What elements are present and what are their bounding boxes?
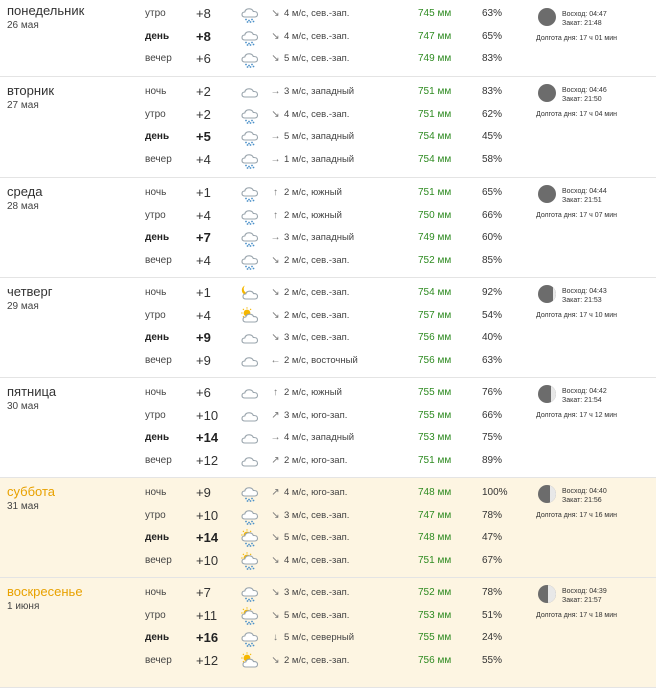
sunrise-time: Восход: 04:39 bbox=[562, 588, 607, 595]
day-date: 31 мая bbox=[7, 501, 39, 512]
forecast-row bbox=[0, 627, 656, 649]
sunrise-time: Восход: 04:42 bbox=[562, 388, 607, 395]
wind-info bbox=[270, 527, 349, 549]
period-label: утро bbox=[145, 509, 166, 521]
cloud-icon bbox=[240, 452, 260, 470]
forecast-row bbox=[0, 327, 656, 349]
forecast-row bbox=[0, 126, 656, 148]
day-length: Долгота дня: 17 ч 10 мин bbox=[536, 312, 618, 319]
sunset-time: Закат: 21:54 bbox=[562, 397, 602, 404]
humidity-value: 75% bbox=[482, 432, 503, 443]
wind-direction-icon: → bbox=[270, 432, 281, 443]
wind-info bbox=[270, 126, 354, 148]
wind-text: 4 м/с, западный bbox=[284, 432, 355, 443]
temperature: +11 bbox=[196, 607, 218, 623]
day-length: Долгота дня: 17 ч 01 мин bbox=[536, 35, 618, 42]
pressure-value: 755 мм bbox=[418, 387, 452, 398]
day-block bbox=[0, 77, 656, 178]
wind-info bbox=[270, 405, 347, 427]
wind-text: 4 м/с, сев.-зап. bbox=[284, 108, 350, 120]
wind-direction-icon: ↘ bbox=[271, 53, 280, 64]
temperature: +4 bbox=[196, 307, 211, 323]
period-label: утро bbox=[145, 309, 166, 321]
cloud-icon bbox=[240, 429, 260, 447]
forecast-row bbox=[0, 81, 656, 103]
wind-info bbox=[270, 505, 349, 527]
pressure-value: 751 мм bbox=[418, 108, 452, 120]
wind-info bbox=[270, 81, 354, 103]
pressure-value: 750 мм bbox=[418, 209, 452, 221]
temperature: +6 bbox=[196, 385, 211, 400]
day-block bbox=[0, 178, 656, 278]
wind-text: 3 м/с, западный bbox=[284, 232, 355, 243]
temperature: +10 bbox=[196, 552, 219, 568]
temperature: +5 bbox=[196, 129, 211, 144]
cloud-rain-icon bbox=[240, 5, 260, 23]
day-date: 28 мая bbox=[7, 201, 39, 212]
temperature: +6 bbox=[196, 51, 211, 66]
period-label: ночь bbox=[145, 387, 167, 398]
wind-info bbox=[270, 227, 354, 249]
sunset-time: Закат: 21:56 bbox=[562, 497, 602, 504]
sun-cloud-rain-icon bbox=[240, 529, 260, 547]
temperature: +8 bbox=[196, 28, 211, 44]
wind-text: 4 м/с, юго-зап. bbox=[284, 487, 348, 498]
humidity-value: 66% bbox=[482, 209, 503, 221]
wind-direction-icon: ↗ bbox=[271, 487, 280, 498]
cloud-rain-icon bbox=[240, 184, 260, 202]
wind-text: 2 м/с, сев.-зап. bbox=[284, 287, 350, 298]
day-name: вторник bbox=[7, 83, 55, 98]
humidity-value: 92% bbox=[482, 287, 503, 298]
pressure-value: 747 мм bbox=[418, 509, 452, 521]
wind-text: 4 м/с, сев.-зап. bbox=[284, 30, 350, 42]
wind-info bbox=[270, 205, 342, 227]
moon-phase-icon bbox=[538, 84, 556, 102]
temperature: +4 bbox=[196, 151, 211, 167]
day-name: пятница bbox=[7, 384, 57, 399]
cloud-rain-icon bbox=[240, 207, 260, 225]
forecast-row bbox=[0, 650, 656, 672]
wind-info bbox=[270, 282, 349, 304]
day-date: 30 мая bbox=[7, 401, 39, 412]
temperature: +7 bbox=[196, 230, 211, 245]
period-label: вечер bbox=[145, 254, 172, 266]
wind-direction-icon: ← bbox=[270, 354, 281, 366]
wind-info bbox=[270, 350, 358, 372]
humidity-value: 47% bbox=[482, 532, 503, 543]
period-label: день bbox=[145, 131, 170, 142]
wind-info bbox=[270, 327, 349, 349]
sunrise-time: Восход: 04:47 bbox=[562, 11, 607, 18]
moon-phase-icon bbox=[538, 185, 556, 203]
temperature: +4 bbox=[196, 252, 211, 268]
pressure-value: 752 мм bbox=[418, 254, 452, 266]
forecast-row bbox=[0, 227, 656, 249]
wind-info bbox=[270, 305, 349, 327]
wind-info bbox=[270, 550, 349, 572]
wind-direction-icon: → bbox=[270, 86, 281, 97]
temperature: +8 bbox=[196, 6, 211, 21]
cloud-rain-icon bbox=[240, 507, 260, 525]
wind-direction-icon: ↘ bbox=[271, 108, 280, 120]
wind-text: 2 м/с, сев.-зап. bbox=[284, 654, 350, 666]
wind-direction-icon: ↘ bbox=[271, 287, 280, 298]
wind-text: 1 м/с, западный bbox=[284, 153, 355, 165]
period-label: день bbox=[145, 532, 170, 543]
temperature: +14 bbox=[196, 430, 219, 445]
wind-info bbox=[270, 450, 347, 472]
temperature: +10 bbox=[196, 407, 219, 423]
sunset-time: Закат: 21:53 bbox=[562, 297, 602, 304]
sunrise-time: Восход: 04:44 bbox=[562, 188, 607, 195]
day-block bbox=[0, 578, 656, 688]
wind-info bbox=[270, 382, 342, 404]
day-block bbox=[0, 478, 656, 578]
period-label: утро bbox=[145, 609, 166, 621]
humidity-value: 67% bbox=[482, 554, 503, 566]
wind-text: 2 м/с, сев.-зап. bbox=[284, 309, 350, 321]
forecast-row bbox=[0, 427, 656, 449]
humidity-value: 85% bbox=[482, 254, 503, 266]
day-length: Долгота дня: 17 ч 04 мин bbox=[536, 111, 618, 118]
wind-text: 2 м/с, восточный bbox=[284, 354, 358, 366]
wind-info bbox=[270, 48, 349, 70]
temperature: +1 bbox=[196, 285, 211, 300]
forecast-row bbox=[0, 550, 656, 572]
pressure-value: 752 мм bbox=[418, 587, 452, 598]
wind-text: 4 м/с, сев.-зап. bbox=[284, 8, 350, 19]
pressure-value: 754 мм bbox=[418, 131, 452, 142]
pressure-value: 751 мм bbox=[418, 554, 452, 566]
wind-text: 3 м/с, юго-зап. bbox=[284, 409, 348, 421]
humidity-value: 89% bbox=[482, 454, 503, 466]
cloud-rain-icon bbox=[240, 484, 260, 502]
sun-cloud-rain-icon bbox=[240, 607, 260, 625]
cloud-rain-icon bbox=[240, 128, 260, 146]
cloud-rain-icon bbox=[240, 106, 260, 124]
wind-direction-icon: ↘ bbox=[271, 587, 280, 598]
wind-direction-icon: ↘ bbox=[271, 654, 280, 666]
day-date: 27 мая bbox=[7, 100, 39, 111]
pressure-value: 754 мм bbox=[418, 287, 452, 298]
sunrise-time: Восход: 04:43 bbox=[562, 288, 607, 295]
temperature: +12 bbox=[196, 652, 219, 668]
day-length: Долгота дня: 17 ч 07 мин bbox=[536, 212, 618, 219]
sunset-time: Закат: 21:57 bbox=[562, 597, 602, 604]
wind-direction-icon: ↘ bbox=[271, 30, 280, 42]
wind-info bbox=[270, 149, 354, 171]
moon-cloud-icon bbox=[240, 284, 260, 302]
cloud-rain-icon bbox=[240, 252, 260, 270]
temperature: +2 bbox=[196, 84, 211, 99]
humidity-value: 55% bbox=[482, 654, 503, 666]
forecast-row bbox=[0, 250, 656, 272]
moon-phase-icon bbox=[538, 585, 556, 603]
sun-cloud-icon bbox=[240, 307, 260, 325]
wind-text: 2 м/с, южный bbox=[284, 387, 342, 398]
wind-direction-icon: ↘ bbox=[271, 532, 280, 543]
humidity-value: 78% bbox=[482, 509, 503, 521]
pressure-value: 751 мм bbox=[418, 187, 452, 198]
forecast-row bbox=[0, 582, 656, 604]
wind-text: 5 м/с, сев.-зап. bbox=[284, 532, 350, 543]
period-label: день bbox=[145, 30, 170, 42]
cloud-rain-icon bbox=[240, 629, 260, 647]
wind-text: 2 м/с, южный bbox=[284, 209, 342, 221]
wind-direction-icon: ↗ bbox=[271, 454, 280, 466]
cloud-rain-icon bbox=[240, 229, 260, 247]
sunset-time: Закат: 21:48 bbox=[562, 20, 602, 27]
pressure-value: 756 мм bbox=[418, 354, 452, 366]
humidity-value: 100% bbox=[482, 487, 508, 498]
temperature: +16 bbox=[196, 630, 219, 645]
wind-info bbox=[270, 427, 354, 449]
humidity-value: 83% bbox=[482, 53, 503, 64]
period-label: ночь bbox=[145, 287, 167, 298]
day-name: понедельник bbox=[7, 3, 85, 18]
day-length: Долгота дня: 17 ч 16 мин bbox=[536, 512, 618, 519]
forecast-row bbox=[0, 48, 656, 70]
temperature: +2 bbox=[196, 106, 211, 122]
cloud-icon bbox=[240, 407, 260, 425]
pressure-value: 756 мм bbox=[418, 332, 452, 343]
cloud-rain-icon bbox=[240, 50, 260, 68]
wind-text: 3 м/с, западный bbox=[284, 86, 355, 97]
period-label: вечер bbox=[145, 454, 172, 466]
period-label: утро bbox=[145, 108, 166, 120]
humidity-value: 45% bbox=[482, 131, 503, 142]
wind-text: 3 м/с, сев.-зап. bbox=[284, 332, 350, 343]
wind-text: 5 м/с, сев.-зап. bbox=[284, 53, 350, 64]
humidity-value: 58% bbox=[482, 153, 503, 165]
temperature: +9 bbox=[196, 485, 211, 500]
pressure-value: 753 мм bbox=[418, 432, 452, 443]
wind-text: 2 м/с, сев.-зап. bbox=[284, 254, 350, 266]
day-name: суббота bbox=[7, 484, 56, 499]
forecast-row bbox=[0, 149, 656, 171]
day-block bbox=[0, 378, 656, 478]
period-label: вечер bbox=[145, 554, 172, 566]
cloud-rain-icon bbox=[240, 28, 260, 46]
temperature: +9 bbox=[196, 352, 211, 368]
period-label: день bbox=[145, 632, 170, 643]
wind-direction-icon: ↑ bbox=[273, 187, 278, 198]
wind-text: 4 м/с, сев.-зап. bbox=[284, 554, 350, 566]
pressure-value: 757 мм bbox=[418, 309, 452, 321]
forecast-row bbox=[0, 350, 656, 372]
period-label: ночь bbox=[145, 587, 167, 598]
pressure-value: 747 мм bbox=[418, 30, 452, 42]
wind-info bbox=[270, 3, 349, 25]
humidity-value: 83% bbox=[482, 86, 503, 97]
wind-info bbox=[270, 104, 349, 126]
pressure-value: 745 мм bbox=[418, 8, 452, 19]
wind-text: 2 м/с, юго-зап. bbox=[284, 454, 348, 466]
humidity-value: 65% bbox=[482, 30, 503, 42]
sun-cloud-icon bbox=[240, 652, 260, 670]
wind-info bbox=[270, 650, 349, 672]
wind-direction-icon: ↓ bbox=[273, 632, 278, 643]
wind-text: 3 м/с, сев.-зап. bbox=[284, 509, 350, 521]
wind-direction-icon: ↘ bbox=[271, 609, 280, 621]
temperature: +14 bbox=[196, 530, 219, 545]
humidity-value: 40% bbox=[482, 332, 503, 343]
day-block bbox=[0, 278, 656, 378]
moon-phase-icon bbox=[538, 8, 556, 26]
temperature: +1 bbox=[196, 185, 211, 200]
period-label: вечер bbox=[145, 354, 172, 366]
moon-phase-icon bbox=[538, 385, 556, 403]
forecast-row bbox=[0, 3, 656, 25]
humidity-value: 24% bbox=[482, 632, 503, 643]
wind-text: 5 м/с, западный bbox=[284, 131, 355, 142]
temperature: +10 bbox=[196, 507, 219, 523]
humidity-value: 65% bbox=[482, 187, 503, 198]
humidity-value: 60% bbox=[482, 232, 503, 243]
period-label: ночь bbox=[145, 187, 167, 198]
cloud-rain-icon bbox=[240, 151, 260, 169]
wind-info bbox=[270, 582, 349, 604]
day-date: 1 июня bbox=[7, 601, 40, 612]
moon-phase-icon bbox=[538, 285, 556, 303]
forecast-row bbox=[0, 527, 656, 549]
day-length: Долгота дня: 17 ч 18 мин bbox=[536, 612, 618, 619]
wind-direction-icon: ↘ bbox=[271, 8, 280, 19]
wind-direction-icon: → bbox=[270, 232, 281, 243]
humidity-value: 54% bbox=[482, 309, 503, 321]
cloud-icon bbox=[240, 329, 260, 347]
day-name: среда bbox=[7, 184, 43, 199]
forecast-row bbox=[0, 482, 656, 504]
cloud-rain-icon bbox=[240, 584, 260, 602]
pressure-value: 748 мм bbox=[418, 487, 452, 498]
wind-direction-icon: ↑ bbox=[273, 209, 278, 221]
day-block bbox=[0, 0, 656, 77]
day-name: воскресенье bbox=[7, 584, 83, 599]
wind-info bbox=[270, 482, 347, 504]
wind-direction-icon: ↑ bbox=[273, 387, 278, 398]
period-label: утро bbox=[145, 8, 166, 19]
wind-direction-icon: → bbox=[270, 131, 281, 142]
sunset-time: Закат: 21:50 bbox=[562, 96, 602, 103]
wind-text: 5 м/с, сев.-зап. bbox=[284, 609, 350, 621]
humidity-value: 51% bbox=[482, 609, 503, 621]
wind-direction-icon: ↘ bbox=[271, 254, 280, 266]
forecast-row bbox=[0, 282, 656, 304]
period-label: вечер bbox=[145, 153, 172, 165]
temperature: +7 bbox=[196, 585, 211, 600]
wind-direction-icon: ↘ bbox=[271, 554, 280, 566]
day-date: 29 мая bbox=[7, 301, 39, 312]
day-name: четверг bbox=[7, 284, 53, 299]
pressure-value: 749 мм bbox=[418, 232, 452, 243]
temperature: +4 bbox=[196, 207, 211, 223]
pressure-value: 753 мм bbox=[418, 609, 452, 621]
period-label: вечер bbox=[145, 53, 172, 64]
wind-direction-icon: ↘ bbox=[271, 509, 280, 521]
wind-direction-icon: ↘ bbox=[271, 332, 280, 343]
period-label: ночь bbox=[145, 487, 167, 498]
forecast-row bbox=[0, 182, 656, 204]
sunrise-time: Восход: 04:46 bbox=[562, 87, 607, 94]
wind-text: 5 м/с, северный bbox=[284, 632, 355, 643]
forecast-row bbox=[0, 450, 656, 472]
humidity-value: 66% bbox=[482, 409, 503, 421]
period-label: день bbox=[145, 332, 170, 343]
pressure-value: 754 мм bbox=[418, 153, 452, 165]
humidity-value: 63% bbox=[482, 8, 503, 19]
pressure-value: 748 мм bbox=[418, 532, 452, 543]
period-label: день bbox=[145, 432, 170, 443]
sunset-time: Закат: 21:51 bbox=[562, 197, 602, 204]
wind-text: 3 м/с, сев.-зап. bbox=[284, 587, 350, 598]
period-label: утро bbox=[145, 209, 166, 221]
forecast-row bbox=[0, 382, 656, 404]
day-date: 26 мая bbox=[7, 20, 39, 31]
wind-direction-icon: ↗ bbox=[271, 409, 280, 421]
cloud-icon bbox=[240, 352, 260, 370]
wind-direction-icon: → bbox=[270, 153, 281, 165]
pressure-value: 751 мм bbox=[418, 86, 452, 97]
wind-info bbox=[270, 182, 342, 204]
pressure-value: 756 мм bbox=[418, 654, 452, 666]
pressure-value: 749 мм bbox=[418, 53, 452, 64]
period-label: вечер bbox=[145, 654, 172, 666]
humidity-value: 76% bbox=[482, 387, 503, 398]
period-label: утро bbox=[145, 409, 166, 421]
wind-direction-icon: ↘ bbox=[271, 309, 280, 321]
temperature: +12 bbox=[196, 452, 219, 468]
sun-cloud-rain-icon bbox=[240, 552, 260, 570]
period-label: день bbox=[145, 232, 170, 243]
day-length: Долгота дня: 17 ч 12 мин bbox=[536, 412, 618, 419]
sunrise-time: Восход: 04:40 bbox=[562, 488, 607, 495]
wind-info bbox=[270, 26, 349, 48]
humidity-value: 62% bbox=[482, 108, 503, 120]
pressure-value: 751 мм bbox=[418, 454, 452, 466]
wind-text: 2 м/с, южный bbox=[284, 187, 342, 198]
pressure-value: 755 мм bbox=[418, 409, 452, 421]
pressure-value: 755 мм bbox=[418, 632, 452, 643]
temperature: +9 bbox=[196, 330, 211, 345]
wind-info bbox=[270, 627, 354, 649]
wind-info bbox=[270, 605, 349, 627]
humidity-value: 63% bbox=[482, 354, 503, 366]
moon-phase-icon bbox=[538, 485, 556, 503]
cloud-icon bbox=[240, 384, 260, 402]
cloud-icon bbox=[240, 83, 260, 101]
humidity-value: 78% bbox=[482, 587, 503, 598]
wind-info bbox=[270, 250, 349, 272]
period-label: ночь bbox=[145, 86, 167, 97]
